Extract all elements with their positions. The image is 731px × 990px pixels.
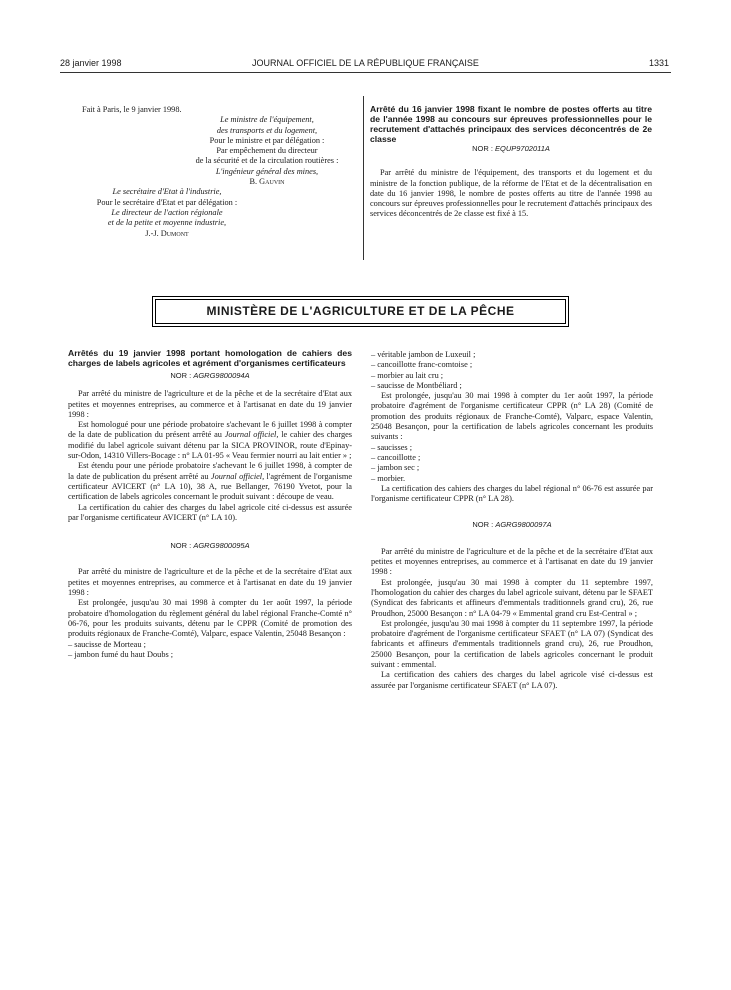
signature-role: et de la petite et moyenne industrie, <box>107 218 227 228</box>
signature-role: Le secrétaire d'Etat à l'industrie, <box>112 187 222 197</box>
decree-paragraph: Est prolongée, jusqu'au 30 mai 1998 à compter du 1er août 1997, la période probatoire d'agrément de l'organisme certificateur CPPR (n° LA 28) (Comité de promotion des produits régionaux de Franche-Comté), Valparc, espace Valentin, 25048 Besançon, pour la certification de labels agricoles concernant les produits suivants : <box>371 391 653 442</box>
signature-name: B. Gauvin <box>249 177 285 187</box>
signature-role: L'ingénieur général des mines, <box>215 166 319 176</box>
list-item: – morbier au lait cru ; <box>371 370 444 380</box>
decree-paragraph: La certification des cahiers des charges du label agricole visé ci-dessus est assurée par l'organisme certificateur SFAET (n° LA 07). <box>371 670 653 690</box>
decree-paragraph: Par arrêté du ministre de l'agriculture et de la pêche et de la secrétaire d'Etat aux petites et moyennes entreprises, au commerce et à l'artisanat en date du 19 janvier 1998 : <box>371 546 653 577</box>
header-page-number: 1331 <box>648 58 669 68</box>
decree-paragraph: Est prolongée, jusqu'au 30 mai 1998 à compter du 11 septembre 1997, la période probatoire d'agrément de l'organisme certificateur SFAET (n° LA 07) (Syndicat des fabricants et affineurs d'emmentals traditionnels grand cru), 26, rue Proudhon, 25000 Besançon, pour la certification de labels agricoles concernant le produit suivant : emmental. <box>371 618 653 670</box>
nor-reference: NOR : AGRG9800095A <box>170 541 250 551</box>
header-journal-title: JOURNAL OFFICIEL DE LA RÉPUBLIQUE FRANÇAISE <box>252 58 479 68</box>
list-item: – saucisse de Morteau ; <box>68 639 146 649</box>
decree-block-agriculture-right <box>371 350 653 691</box>
ministry-heading: MINISTÈRE DE L'AGRICULTURE ET DE LA PÊCHE <box>155 299 566 324</box>
list-item: – cancoillotte ; <box>371 452 421 462</box>
signature-delegation: Pour le ministre et par délégation : <box>209 135 325 145</box>
decree-paragraph: Est homologué pour une période probatoire s'achevant le 6 juillet 1998 à compter de la date de publication du présent arrêté au Journal officiel, le cahier des charges modifié du label agricole suivant détenu par la SICA PROVINOR, route d'Epinay-sur-Odon, 14310 Villers-Bocage : n° LA 01-95 « Veau fermier nourri au lait entier » ; <box>68 420 353 461</box>
signature-delegation: Par empêchement du directeur <box>216 146 318 156</box>
signature-date: Fait à Paris, le 9 janvier 1998. <box>82 105 182 114</box>
decree-body: Par arrêté du ministre de l'équipement, des transports et du logement et du ministre de la fonction publique, de la réforme de l'Etat et de la décentralisation en date du 16 janvier 1998, le nombre de postes offerts au titre de l'année 1998 au concours sur épreuves professionnelles pour le recrutement d'attachés principaux des services déconcentrés de 2e classe est fixé à 15. <box>370 168 652 219</box>
decree-paragraph: Est étendu pour une période probatoire s'achevant le 6 juillet 1998, à compter de la date de publication du présent arrêté au Journal officiel, l'agrément de l'organisme certificateur AVICERT (n° LA 10), 38 A, rue Bellanger, 76190 Yvetot, pour la certification de labels agricoles concernant le produit suivant : découpe de veau. <box>68 461 353 502</box>
signature-role: des transports et du logement, <box>216 125 318 135</box>
list-item: – saucisses ; <box>371 442 413 452</box>
decree-title: Arrêté du 16 janvier 1998 fixant le nombre de postes offerts au titre de l'année 1998 au concours sur épreuves professionnelles pour le recrutement d'attachés principaux des services déconcentrés de 2e classe <box>370 104 652 144</box>
decree-paragraph: La certification des cahiers des charges du label régional n° 06-76 est assurée par l'organisme certificateur CPPR (n° LA 28). <box>371 483 653 504</box>
decree-paragraph: La certification du cahier des charges du label agricole cité ci-dessus est assurée par l'organisme certificateur AVICERT (n° LA 10). <box>68 502 352 522</box>
decree-paragraph: Par arrêté du ministre de l'agriculture et de la pêche et de la secrétaire d'Etat aux petites et moyennes entreprises, au commerce et à l'artisanat en date du 19 janvier 1998 : <box>68 389 352 419</box>
list-item: – saucisse de Montbéliard ; <box>371 380 462 390</box>
list-item: – cancoillotte franc-comtoise ; <box>371 360 473 370</box>
column-divider <box>363 96 364 260</box>
list-item: – jambon fumé du haut Doubs ; <box>68 649 174 659</box>
decree-title: Arrêtés du 19 janvier 1998 portant homologation de cahiers des charges de labels agricoles et agrément d'organismes certificateurs <box>68 348 352 368</box>
nor-reference: NOR : AGRG9800094A <box>170 371 250 380</box>
signature-role: Le ministre de l'équipement, <box>220 115 314 125</box>
list-item: – véritable jambon de Luxeuil ; <box>371 350 476 359</box>
list-item: – jambon sec ; <box>371 463 420 473</box>
signature-block <box>62 105 352 239</box>
decree-block-equipement <box>370 104 652 220</box>
signature-name: J.-J. Dumont <box>145 228 189 238</box>
nor-reference: NOR : EQUP9702011A <box>472 144 550 153</box>
signature-delegation: de la sécurité et de la circulation routières : <box>195 156 339 166</box>
nor-reference: NOR : AGRG9800097A <box>472 520 552 530</box>
header-date: 28 janvier 1998 <box>60 58 122 68</box>
decree-block-agriculture-left <box>68 348 352 660</box>
decree-paragraph: Est prolongée, jusqu'au 30 mai 1998 à compter du 1er août 1997, la période probatoire d'homologation du règlement général du label régional Franche-Comté n° 06-76, pour les produits suivants, détenu par le CPPR (Comité de promotion des produits régionaux de Franche-Comté), Valparc, espace Valentin, 25048 Besançon : <box>68 598 352 639</box>
header-rule <box>60 72 671 73</box>
signature-delegation: Pour le secrétaire d'Etat et par délégation : <box>96 197 238 207</box>
list-item: – morbier. <box>371 473 406 483</box>
decree-paragraph: Est prolongée, jusqu'au 30 mai 1998 à compter du 11 septembre 1997, l'homologation du cahier des charges du label agricole suivant, détenu par le SFAET (Syndicat des fabricants et affineurs d'emmentals traditionnels grand cru), 26, rue Proudhon, 25000 Besançon : n° LA 04-79 « Emmental grand cru Est-Central » ; <box>371 577 653 618</box>
signature-role: Le directeur de l'action régionale <box>111 207 223 217</box>
decree-paragraph: Par arrêté du ministre de l'agriculture et de la pêche et de la secrétaire d'Etat aux petites et moyennes entreprises, au commerce et à l'artisanat en date du 19 janvier 1998 : <box>68 567 352 598</box>
